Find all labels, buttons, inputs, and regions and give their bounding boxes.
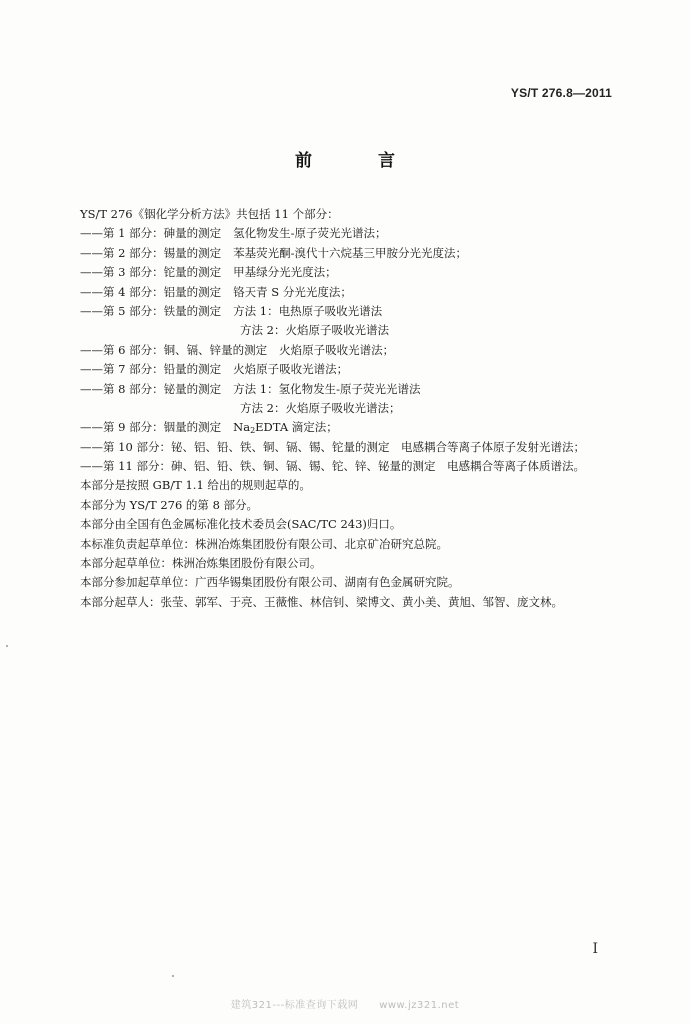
list-item: [80, 360, 620, 379]
list-item-continuation: 方法 2：火焰原子吸收光谱法: [240, 323, 389, 338]
list-item-continuation: 方法 2：火焰原子吸收光谱法；: [240, 400, 401, 415]
statement-line: 本部分参加起草单位：广西华锡集团股份有限公司、湖南有色金属研究院。: [80, 575, 460, 590]
watermark: 建筑321---标准查询下载网 www.jz321.net: [230, 1000, 460, 1011]
list-item: [80, 380, 620, 399]
part-label: ——第 5 部分：铁量的测定: [80, 303, 222, 318]
part-method: 铬天青 S 分光光度法；: [233, 284, 352, 299]
page-title: 前 言: [295, 151, 425, 171]
list-item: [80, 283, 620, 302]
part-method: 甲基绿分光光度法；: [233, 265, 337, 280]
statement-line: 本部分为 YS/T 276 的第 8 部分。: [80, 497, 259, 512]
part-method-prefix: Na: [233, 420, 251, 435]
part-label: ——第 9 部分：铟量的测定: [80, 420, 222, 435]
part-label: ——第 8 部分：铋量的测定: [80, 381, 222, 396]
list-item: [80, 341, 620, 360]
part-method-suffix: EDTA 滴定法；: [255, 420, 338, 435]
list-item: ——第 10 部分：铋、铝、铅、铁、铜、镉、锡、铊量的测定 电感耦合等离子体原子发射光谱法；: [80, 439, 585, 454]
part-label: ——第 1 部分：砷量的测定: [80, 226, 222, 241]
subscript: 2: [250, 426, 256, 436]
list-item: ——第 11 部分：砷、铝、铅、铁、铜、镉、锡、铊、锌、铋量的测定 电感耦合等离子体质谱法。: [80, 459, 585, 474]
part-method: 苯基荧光酮-溴代十六烷基三甲胺分光光度法；: [233, 245, 468, 260]
list-item: [80, 263, 620, 282]
part-label: ——第 4 部分：铝量的测定: [80, 284, 222, 299]
statement-line: 本标准负责起草单位：株洲冶炼集团股份有限公司、北京矿冶研究总院。: [80, 536, 448, 551]
part-label: ——第 7 部分：铅量的测定: [80, 362, 222, 377]
foreword-body: [80, 205, 620, 612]
statement-line: 本部分起草单位：株洲冶炼集团股份有限公司。: [80, 556, 322, 571]
page-number: I: [592, 941, 598, 957]
document-code: YS/T 276.8—2011: [510, 86, 612, 100]
part-method: 氢化物发生-原子荧光光谱法；: [233, 226, 387, 241]
list-item: [80, 244, 620, 263]
part-method: 火焰原子吸收光谱法；: [279, 342, 395, 357]
intro-line: YS/T 276《铟化学分析方法》共包括 11 个部分：: [80, 207, 339, 221]
scan-speck: [172, 975, 174, 977]
part-label: ——第 2 部分：锡量的测定: [80, 245, 222, 260]
part-method: 方法 1：氢化物发生-原子荧光光谱法: [233, 381, 421, 396]
part-label: ——第 6 部分：铜、镉、锌量的测定: [80, 342, 268, 357]
statement-line: 本部分起草人：张莹、郭军、于亮、王薇惟、林信钊、梁博文、黄小美、黄旭、邹智、庞文林。: [80, 594, 563, 609]
part-method: 火焰原子吸收光谱法；: [233, 362, 349, 377]
statement-line: 本部分由全国有色金属标准化技术委员会(SAC/TC 243)归口。: [80, 517, 402, 532]
part-method: 方法 1：电热原子吸收光谱法: [233, 303, 383, 318]
list-item: [80, 224, 620, 243]
part-label: ——第 3 部分：铊量的测定: [80, 265, 222, 280]
statement-line: 本部分是按照 GB/T 1.1 给出的规则起草的。: [80, 478, 311, 493]
list-item: [80, 418, 620, 437]
list-item: [80, 302, 620, 321]
scan-speck: [6, 645, 8, 647]
